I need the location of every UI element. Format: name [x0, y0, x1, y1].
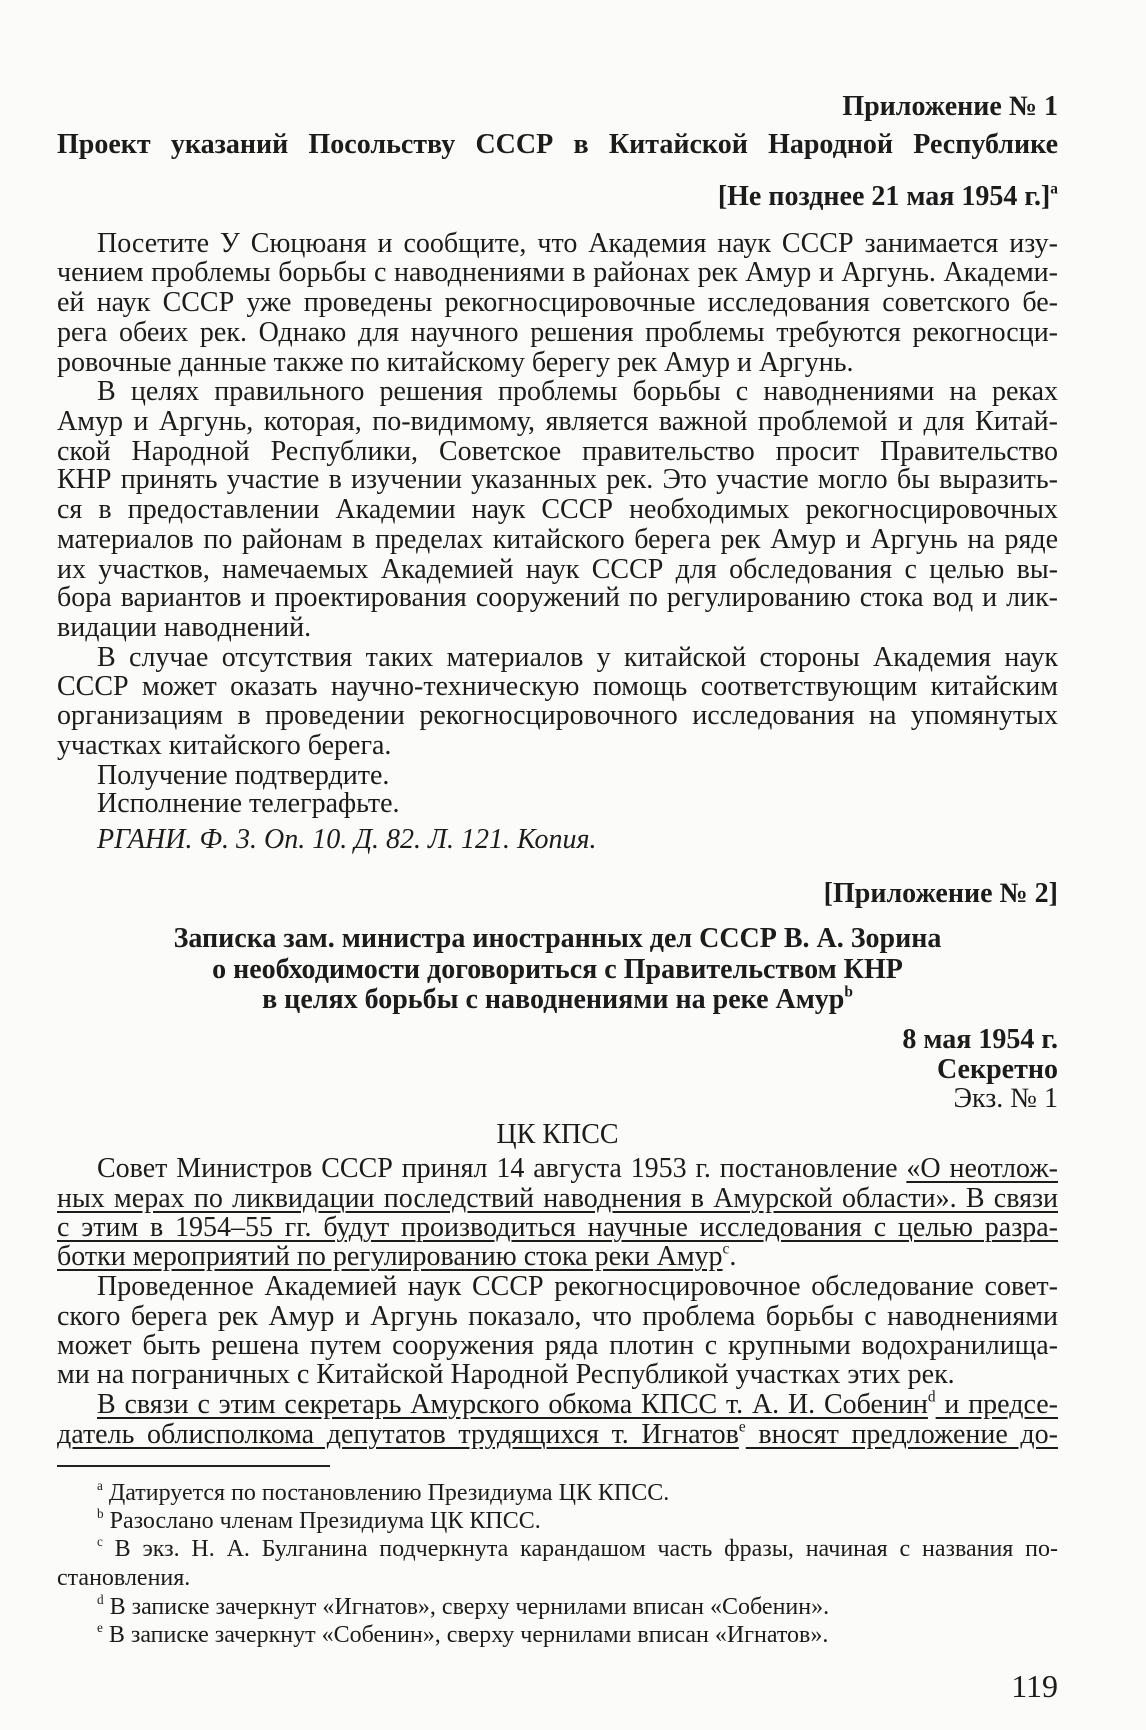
text-segment: в целях борьбы с наводнениями на реке Амур — [262, 983, 845, 1015]
footnote-marker: d — [97, 1591, 104, 1607]
text-line: СССР может оказать научно-техническую помощь соответствующим китайским — [57, 670, 1058, 702]
text-line: Проведенное Академией наук СССР рекогносцировочное обследование совет- — [97, 1271, 1058, 1303]
text-line: ского берега рек Амур и Аргунь показало, что проблема борьбы с наводнениями — [57, 1300, 1058, 1332]
archive-source: РГАНИ. Ф. 3. Оп. 10. Д. 82. Л. 121. Копия. — [97, 823, 597, 855]
footnote: становления. — [57, 1565, 191, 1592]
text-segment: . — [729, 1241, 737, 1273]
document-date — [57, 180, 1058, 214]
footnote-marker: b — [97, 1505, 104, 1521]
document-date: 8 мая 1954 г. — [902, 1024, 1058, 1056]
addressee: ЦК КПСС — [496, 1119, 619, 1151]
text-line: Получение подтвердите. — [97, 759, 390, 791]
underlined-text: и предсе- — [935, 1389, 1059, 1421]
text-line: Амур и Аргунь, которая, по-видимому, является важной проблемой и для Китай- — [57, 406, 1058, 438]
text-line: Посетите У Сюцюаня и сообщите, что Академия наук СССР занимается изу- — [97, 227, 1058, 259]
underlined-text: «О неотлож- — [906, 1153, 1058, 1185]
footnote-marker: c — [97, 1534, 103, 1550]
text-line: бора вариантов и проектирования сооружений по регулированию стока вод и лик- — [57, 582, 1058, 614]
footnote-marker: e — [97, 1620, 103, 1636]
text-segment: Совет Министров СССР принял 14 августа 1953 г. постановление — [97, 1153, 907, 1185]
text-line: может быть решена путем сооружения ряда плотин с крупными водохранилища- — [57, 1329, 1058, 1361]
underlined-text: датель облисполкома депутатов трудящихся т. Игнатов — [57, 1418, 739, 1450]
text-line: ской Народной Республики, Советское правительство просит Правительство — [57, 435, 1058, 467]
underlined-text: ных мерах по ликвидации последствий наводнения в Амурской области». В связи — [57, 1182, 1058, 1214]
text-line: материалов по районам в пределах китайского берега рек Амур и Аргунь на ряде — [57, 523, 1058, 555]
text-segment: Датируется по постановлению Президиума ЦК КПСС. — [102, 1480, 670, 1507]
text-segment: В записке зачеркнут «Собенин», сверху чернилами вписан «Игнатов». — [102, 1622, 829, 1649]
text-line: Исполнение телеграфьте. — [97, 788, 400, 820]
text-line: участках китайского берега. — [57, 730, 392, 762]
text-line: В случае отсутствия таких материалов у китайской стороны Академия наук — [97, 641, 1058, 673]
underlined-text: вносят предложение до- — [745, 1418, 1059, 1450]
footnote-marker: e — [738, 1418, 746, 1436]
text-segment: В записке зачеркнут «Игнатов», сверху чернилами вписан «Собенин». — [103, 1593, 830, 1620]
text-line: ми на пограничных с Китайской Народной Республикой участках этих рек. — [57, 1359, 955, 1391]
footnote-divider — [57, 1465, 330, 1467]
underlined-text: ботки мероприятий по регулированию стока реки Амур — [57, 1241, 723, 1273]
text-line: видации наводнений. — [57, 612, 312, 644]
text-line: организациям в проведении рекогносцировочного исследования на упомянутых — [57, 700, 1058, 732]
underlined-text: В связи с этим секретарь Амурского обкома КПСС т. А. И. Собенин — [97, 1389, 928, 1421]
text-line: ровочные данные также по китайскому берегу рек Амур и Аргунь. — [57, 346, 854, 378]
text-line: рега обеих рек. Однако для научного решения проблемы требуются рекогносци- — [57, 316, 1058, 348]
copy-number: Экз. № 1 — [953, 1082, 1058, 1114]
text-line — [57, 1418, 1058, 1452]
appendix-label: Приложение № 1 — [842, 90, 1058, 122]
secrecy-stamp: Секретно — [936, 1054, 1058, 1086]
text-line: КНР принять участие в изучении указанных рек. Это участие могло бы выразить- — [57, 464, 1058, 496]
text-line: их участков, намечаемых Академией наук СССР для обследования с целью вы- — [57, 553, 1058, 585]
text-line: ей наук СССР уже проведены рекогносцировочные исследования советского бе- — [57, 287, 1058, 319]
document-title: Проект указаний Посольству СССР в Китайской Народной Республике — [57, 129, 1058, 161]
footnote-marker: a — [1050, 180, 1058, 198]
text-line: В целях правильного решения проблемы борьбы с наводнениями на реках — [97, 376, 1058, 408]
text-line: чением проблемы борьбы с наводнениями в районах рек Амур и Аргунь. Академи- — [57, 257, 1058, 289]
text-segment: [Не позднее 21 мая 1954 г.] — [717, 181, 1051, 213]
document-title: о необходимости договориться с Правительством КНР — [212, 953, 903, 985]
text-line: ся в предоставлении Академии наук СССР необходимых рекогносцировочных — [57, 494, 1058, 526]
underlined-text: с этим в 1954–55 гг. будут производиться научные исследования с целью разра- — [57, 1211, 1058, 1243]
appendix-label: [Приложение № 2] — [823, 877, 1058, 909]
document-title — [57, 983, 1058, 1017]
footnote-marker: a — [97, 1478, 103, 1494]
footnote-marker: d — [927, 1388, 936, 1406]
footnote-marker: b — [844, 982, 853, 1000]
document-title: Записка зам. министра иностранных дел СССР В. А. Зорина — [173, 922, 942, 954]
text-segment: Разослано членам Президиума ЦК КПСС. — [103, 1507, 541, 1534]
text-segment: В экз. Н. А. Булганина подчеркнута карандашом часть фразы, начиная с названия по- — [102, 1536, 1058, 1563]
footnote — [57, 1618, 1058, 1652]
footnote-marker: c — [722, 1240, 730, 1258]
page-number: 119 — [1011, 1668, 1058, 1704]
